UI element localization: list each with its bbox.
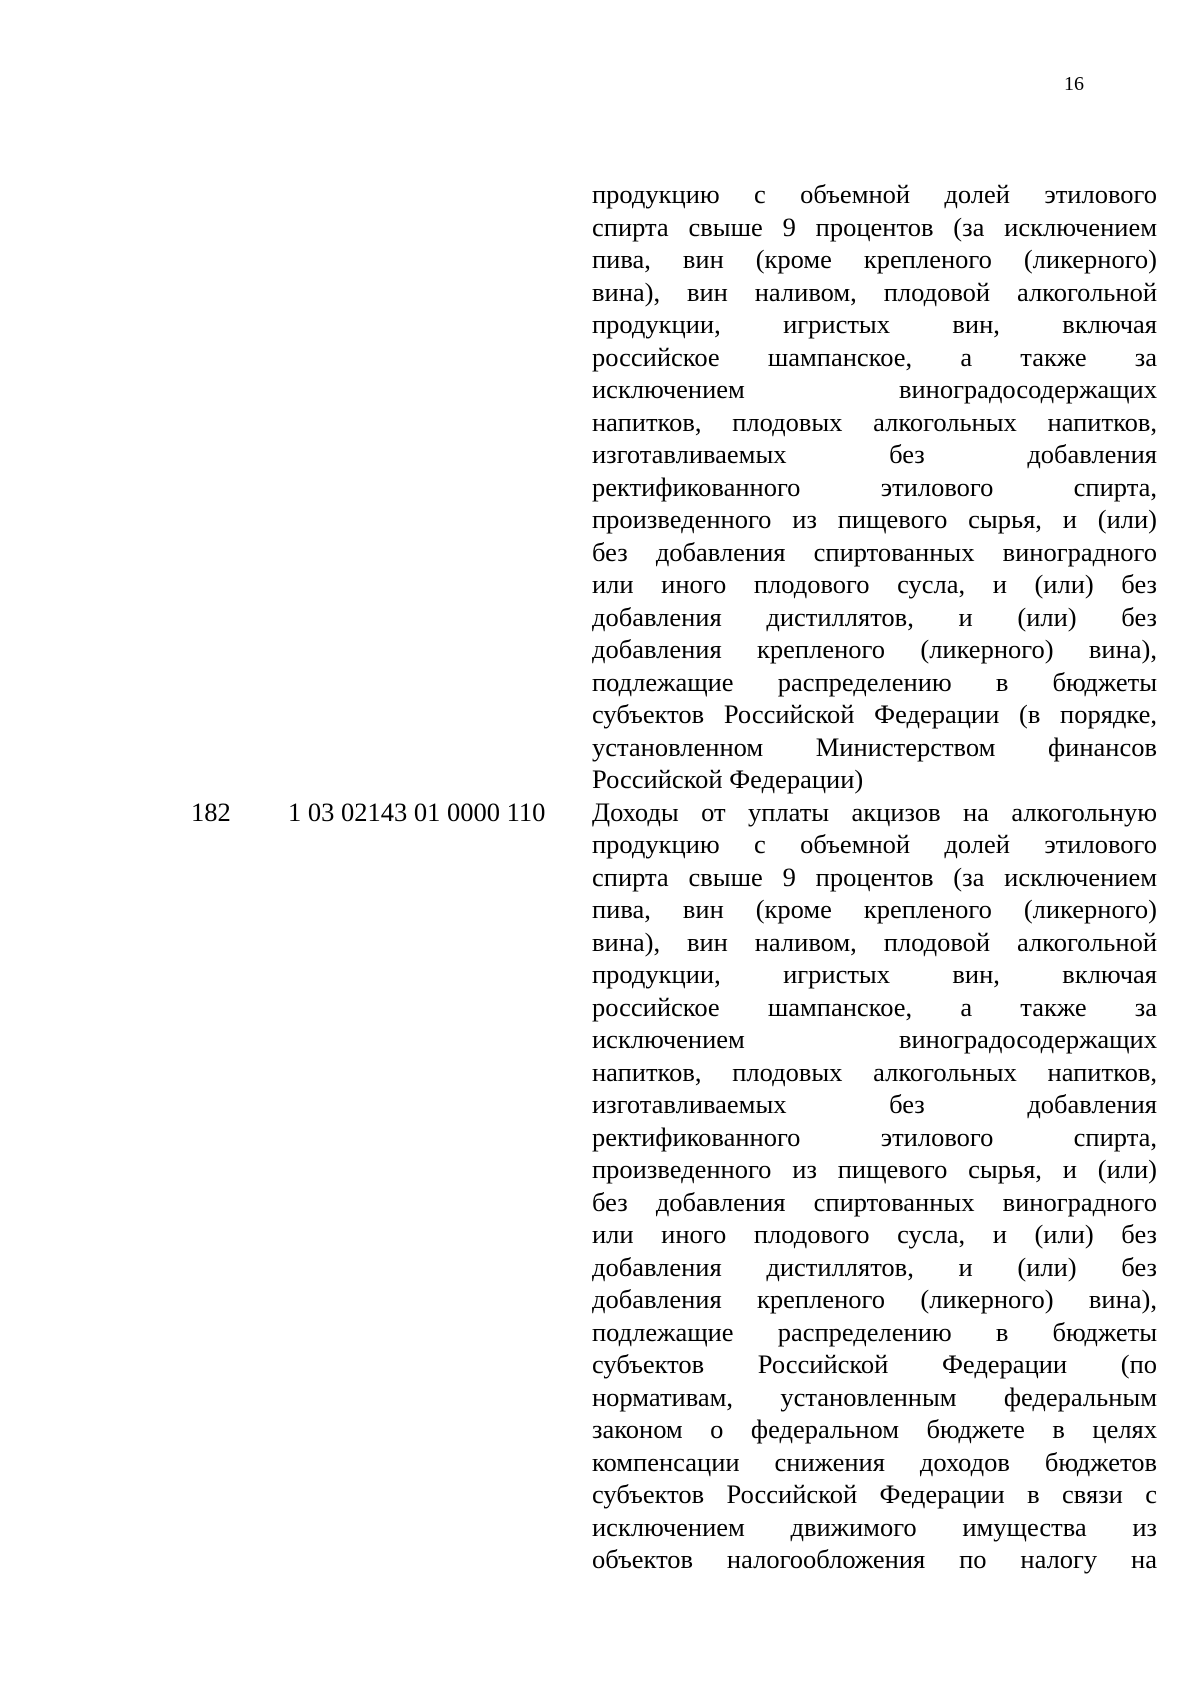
row-2-line: субъектов Российской Федерации (по	[592, 1349, 1157, 1379]
row-2-line: без добавления спиртованных виноградного	[592, 1186, 1157, 1217]
row-1-line: установленном Министерством финансов	[592, 731, 1157, 762]
row-1-line: подлежащие распределению в бюджеты	[592, 666, 1157, 697]
row-2-line: продукцию с объемной долей этилового	[592, 829, 1157, 859]
row-2-line: субъектов Российской Федерации в связи с	[592, 1479, 1157, 1509]
row-1-line: напитков, плодовых алкогольных напитков,	[592, 406, 1157, 437]
row-2-line: или иного плодового сусла, и (или) без	[592, 1219, 1157, 1249]
row-1-line: продукцию с объемной долей этилового	[592, 179, 1157, 209]
admin-code: 182	[191, 796, 231, 827]
row-2-line: нормативам, установленным федеральным	[592, 1381, 1157, 1412]
row-2-line: российское шампанское, а также за	[592, 991, 1157, 1022]
row-2-line: добавления дистиллятов, и (или) без	[592, 1251, 1157, 1282]
row-2-line: ректификованного этилового спирта,	[592, 1121, 1157, 1152]
row-2-line: добавления крепленого (ликерного) вина),	[592, 1284, 1157, 1314]
row-2-line: напитков, плодовых алкогольных напитков,	[592, 1056, 1157, 1087]
row-2-line: компенсации снижения доходов бюджетов	[592, 1446, 1157, 1477]
row-1-line: добавления крепленого (ликерного) вина),	[592, 634, 1157, 664]
row-1-line: произведенного из пищевого сырья, и (или)	[592, 504, 1157, 534]
page-number: 16	[1064, 73, 1084, 95]
row-2-line: произведенного из пищевого сырья, и (или)	[592, 1154, 1157, 1184]
row-2-line: объектов налогообложения по налогу на	[592, 1544, 1157, 1574]
row-1-line: Российской Федерации)	[592, 764, 864, 794]
row-1-line: субъектов Российской Федерации (в порядке,	[592, 699, 1157, 729]
row-1-line: пива, вин (кроме крепленого (ликерного)	[592, 244, 1157, 274]
row-1-line: или иного плодового сусла, и (или) без	[592, 569, 1157, 599]
row-1-line: без добавления спиртованных виноградного	[592, 536, 1157, 567]
row-1-line: вина), вин наливом, плодовой алкогольной	[592, 276, 1157, 307]
row-2-line: законом о федеральном бюджете в целях	[592, 1414, 1157, 1444]
row-2-line: исключением движимого имущества из	[592, 1511, 1157, 1542]
row-1-line: российское шампанское, а также за	[592, 341, 1157, 372]
row-1-line: продукции, игристых вин, включая	[592, 309, 1157, 339]
row-2-line: вина), вин наливом, плодовой алкогольной	[592, 926, 1157, 957]
row-2-line: изготавливаемых без добавления	[592, 1089, 1157, 1119]
row-2-line: подлежащие распределению в бюджеты	[592, 1316, 1157, 1347]
row-2-line: спирта свыше 9 процентов (за исключением	[592, 861, 1157, 892]
row-1-line: спирта свыше 9 процентов (за исключением	[592, 211, 1157, 242]
row-2-line: исключением виноградосодержащих	[592, 1024, 1157, 1054]
row-1-line: исключением виноградосодержащих	[592, 374, 1157, 404]
row-1-line: добавления дистиллятов, и (или) без	[592, 601, 1157, 632]
row-2-line: пива, вин (кроме крепленого (ликерного)	[592, 894, 1157, 924]
row-1-line: ректификованного этилового спирта,	[592, 471, 1157, 502]
row-1-line: изготавливаемых без добавления	[592, 439, 1157, 469]
row-2-line: продукции, игристых вин, включая	[592, 959, 1157, 989]
row-2-line: Доходы от уплаты акцизов на алкогольную	[592, 796, 1157, 827]
budget-classification-code: 1 03 02143 01 0000 110	[288, 796, 546, 827]
